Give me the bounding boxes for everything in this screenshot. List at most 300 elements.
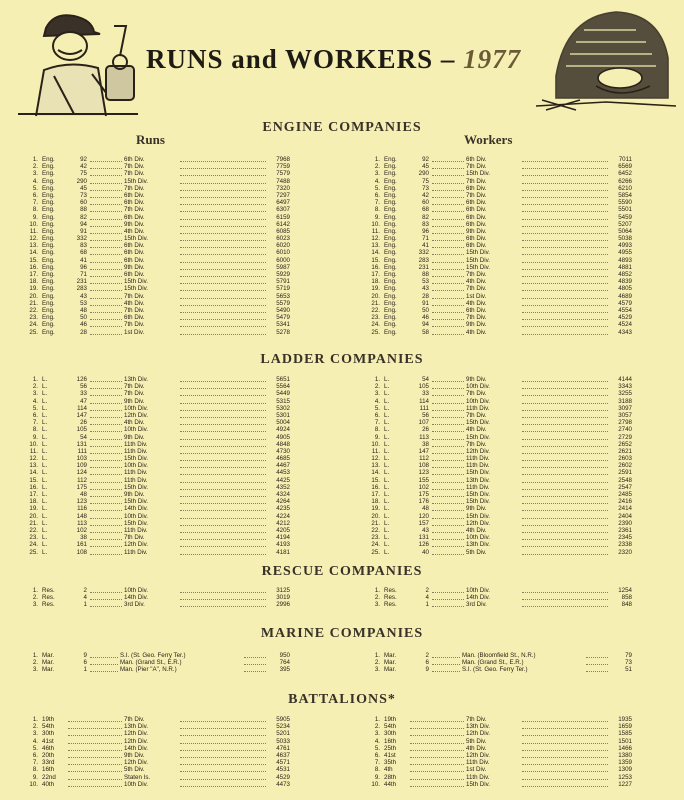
cell-number: 53 (422, 278, 429, 286)
cell-number: 50 (422, 306, 429, 314)
cell-number: 111 (419, 404, 429, 412)
cell-number: 47 (80, 397, 87, 405)
cell-division: 4th Div. (466, 328, 487, 336)
cell-number: 33 (80, 390, 87, 398)
cell-division: 4th Div. (466, 526, 487, 534)
dot-leader (90, 419, 122, 425)
cell-division: 12th Div. (466, 447, 490, 455)
dot-leader (432, 206, 464, 212)
cell-value: 4637 (276, 751, 290, 759)
dot-leader (90, 264, 122, 270)
dot-leader (68, 738, 122, 744)
cell-unit: L. (384, 419, 390, 427)
cell-division: 7th Div. (466, 411, 487, 419)
cell-value: 4579 (618, 299, 632, 307)
dot-leader (432, 601, 464, 607)
cell-unit: Eng. (42, 321, 55, 329)
cell-value: 2338 (618, 541, 632, 549)
cell-division: 6th Div. (124, 156, 145, 163)
dot-leader (90, 293, 122, 299)
cell-rank: 2. (32, 659, 38, 667)
cell-division: 15th Div. (466, 249, 490, 257)
cell-value: 5905 (276, 716, 290, 723)
cell-unit: L. (384, 476, 390, 484)
cell-value: 4571 (276, 759, 290, 767)
cell-value: 5854 (618, 191, 632, 199)
cell-division: 6th Div. (466, 184, 487, 192)
cell-number: 2 (83, 587, 87, 594)
dot-leader (68, 723, 122, 729)
cell-value: 5651 (276, 376, 290, 383)
dot-leader (432, 469, 464, 475)
firefighter-illustration-left (14, 6, 144, 118)
cell-number: 231 (76, 278, 87, 286)
dot-leader (180, 285, 266, 291)
cell-value: 5579 (276, 299, 290, 307)
dot-leader (68, 759, 122, 765)
cell-rank: 2. (32, 594, 38, 602)
cell-value: 4805 (618, 285, 632, 293)
dot-leader (90, 587, 122, 593)
cell-division: 6th Div. (124, 314, 145, 322)
dot-leader (68, 716, 122, 722)
dot-leader (90, 491, 122, 497)
dot-leader (180, 264, 266, 270)
cell-unit: Eng. (42, 199, 55, 207)
cell-number: 103 (76, 455, 87, 463)
dot-leader (180, 156, 266, 162)
cell-division: 6th Div. (466, 213, 487, 221)
cell-rank: 10. (371, 440, 380, 448)
cell-number: 54 (80, 433, 87, 441)
dot-leader (432, 307, 464, 313)
dot-leader (522, 285, 608, 291)
cell-number: 45 (80, 184, 87, 192)
cell-rank: 4. (32, 177, 38, 185)
cell-number: 147 (76, 411, 87, 419)
cell-value: 2361 (618, 526, 632, 534)
cell-rank: 5. (374, 404, 380, 412)
cell-division: 11th Div. (124, 548, 148, 556)
dot-leader (522, 178, 608, 184)
dot-leader (432, 491, 464, 497)
cell-rank: 8. (374, 206, 380, 214)
cell-division: 13th Div. (124, 376, 148, 383)
dot-leader (522, 745, 608, 751)
cell-value: 5719 (276, 285, 290, 293)
dot-leader (522, 419, 608, 425)
cell-division: 11th Div. (124, 526, 148, 534)
cell-unit: L. (384, 505, 390, 513)
dot-leader (522, 156, 608, 162)
cell-number: 68 (422, 206, 429, 214)
dot-leader (522, 163, 608, 169)
cell-rank: 9. (32, 213, 38, 221)
dot-leader (522, 214, 608, 220)
cell-value: 5653 (276, 292, 290, 300)
cell-rank: 2. (374, 163, 380, 171)
dot-leader (90, 477, 122, 483)
dot-leader (522, 541, 608, 547)
cell-rank: 1. (374, 587, 380, 594)
cell-rank: 5. (32, 744, 38, 752)
cell-rank: 7. (32, 199, 38, 207)
cell-value: 4473 (276, 780, 290, 788)
cell-rank: 5. (32, 184, 38, 192)
dot-leader (244, 659, 266, 665)
dot-leader (244, 652, 266, 658)
cell-division: 11th Div. (124, 447, 148, 455)
dot-leader (180, 376, 266, 382)
dot-leader (90, 285, 122, 291)
cell-unit: 46th (42, 744, 55, 752)
section-title-marine: MARINE COMPANIES (260, 626, 424, 641)
cell-division: 7th Div. (466, 191, 487, 199)
dot-leader (180, 477, 266, 483)
cell-number: 157 (418, 519, 429, 527)
cell-unit: 16th (42, 766, 55, 774)
dot-leader (522, 441, 608, 447)
dot-leader (432, 199, 464, 205)
dot-leader (522, 477, 608, 483)
cell-number: 175 (418, 491, 429, 498)
dot-leader (90, 242, 122, 248)
cell-rank: 13. (371, 462, 380, 470)
dot-leader (90, 376, 122, 382)
cell-value: 4212 (276, 519, 290, 527)
cell-value: 1585 (618, 730, 632, 738)
cell-rank: 13. (29, 242, 38, 250)
dot-leader (90, 534, 122, 540)
cell-division: 4th Div. (124, 227, 145, 235)
cell-number: 73 (80, 191, 87, 199)
cell-unit: Eng. (42, 227, 55, 235)
cell-rank: 14. (371, 249, 380, 257)
dot-leader (68, 752, 122, 758)
cell-value: 5038 (618, 235, 632, 243)
dot-leader (180, 185, 266, 191)
dot-leader (180, 257, 266, 263)
cell-division: 12th Div. (466, 751, 490, 759)
workers-illustration-right (536, 6, 676, 118)
cell-number: 38 (80, 534, 87, 542)
dot-leader (180, 549, 266, 555)
cell-unit: L. (42, 483, 48, 491)
cell-rank: 25. (29, 548, 38, 556)
cell-rank: 13. (371, 242, 380, 250)
cell-unit: L. (42, 498, 48, 506)
cell-division: 9th Div. (124, 220, 145, 228)
cell-division: 7th Div. (466, 314, 487, 322)
dot-leader (180, 601, 266, 607)
cell-division: 10th Div. (124, 426, 148, 434)
dot-leader (432, 390, 464, 396)
dot-leader (522, 264, 608, 270)
cell-rank: 1. (374, 716, 380, 723)
cell-number: 126 (76, 376, 87, 383)
cell-unit: L. (42, 519, 48, 527)
cell-rank: 1. (32, 652, 38, 659)
cell-division: 10th Div. (124, 512, 148, 520)
dot-leader (522, 390, 608, 396)
cell-value: 4193 (276, 541, 290, 549)
cell-number: 28 (80, 328, 87, 336)
cell-division: 9th Div. (124, 751, 145, 759)
dot-leader (90, 405, 122, 411)
cell-rank: 16. (29, 483, 38, 491)
dot-leader (522, 491, 608, 497)
cell-rank: 14. (29, 249, 38, 257)
dot-leader (432, 271, 464, 277)
dot-leader (432, 534, 464, 540)
dot-leader (180, 781, 266, 787)
cell-value: 7297 (276, 191, 290, 199)
cell-rank: 11. (371, 447, 380, 455)
cell-number: 112 (419, 455, 429, 463)
cell-unit: Mar. (384, 659, 397, 667)
cell-number: 9 (83, 652, 87, 659)
cell-rank: 17. (29, 491, 38, 498)
cell-unit: Eng. (42, 170, 55, 178)
dot-leader (180, 329, 266, 335)
dot-leader (90, 257, 122, 263)
cell-value: 4264 (276, 498, 290, 506)
cell-number: 105 (76, 426, 87, 434)
cell-rank: 6. (374, 751, 380, 759)
cell-number: 33 (422, 390, 429, 398)
dot-leader (432, 329, 464, 335)
cell-unit: L. (42, 476, 48, 484)
dot-leader (90, 520, 122, 526)
cell-value: 5064 (618, 227, 632, 235)
dot-leader (180, 434, 266, 440)
cell-division: 5th Div. (124, 766, 145, 774)
cell-value: 7968 (276, 156, 290, 163)
cell-value: 2602 (618, 462, 632, 470)
cell-number: 126 (418, 541, 429, 549)
cell-number: 161 (76, 541, 87, 549)
cell-unit: Eng. (42, 156, 55, 163)
cell-value: 4529 (618, 314, 632, 322)
cell-number: 75 (80, 170, 87, 178)
dot-leader (432, 264, 464, 270)
cell-number: 4 (425, 594, 429, 602)
cell-value: 2414 (618, 505, 632, 513)
cell-value: 5341 (276, 321, 290, 329)
cell-unit: 41st (384, 751, 396, 759)
title-main: RUNS and WORKERS (146, 44, 434, 74)
cell-division: Man. (Bloomfield St., N.R.) (462, 652, 536, 659)
cell-number: 96 (80, 263, 87, 271)
cell-value: 2621 (618, 447, 632, 455)
cell-value: 4993 (618, 242, 632, 250)
cell-value: 4685 (276, 455, 290, 463)
header (0, 0, 684, 118)
dot-leader (90, 214, 122, 220)
cell-rank: 21. (29, 299, 38, 307)
cell-rank: 24. (371, 321, 380, 329)
cell-value: 6085 (276, 227, 290, 235)
dot-leader (522, 759, 608, 765)
title-year: 1977 (463, 44, 522, 74)
cell-rank: 11. (371, 227, 380, 235)
dot-leader (522, 257, 608, 263)
cell-value: 7759 (276, 163, 290, 171)
cell-rank: 18. (371, 498, 380, 506)
dot-leader (180, 505, 266, 511)
dot-leader (432, 455, 464, 461)
cell-division: 6th Div. (466, 199, 487, 207)
cell-division: 7th Div. (124, 534, 145, 542)
cell-value: 4924 (276, 426, 290, 434)
cell-division: 7th Div. (466, 177, 487, 185)
cell-rank: 23. (371, 314, 380, 322)
dot-leader (432, 278, 464, 284)
cell-rank: 15. (371, 256, 380, 264)
dot-leader (180, 178, 266, 184)
title-dash: – (440, 44, 464, 74)
dot-leader (180, 587, 266, 593)
cell-unit: L. (42, 447, 48, 455)
cell-unit: Eng. (384, 206, 397, 214)
cell-rank: 10. (371, 220, 380, 228)
cell-unit: 22nd (42, 773, 56, 781)
cell-division: Man. (Pier "A", N.R.) (120, 666, 177, 674)
dot-leader (522, 398, 608, 404)
dot-leader (522, 376, 608, 382)
cell-unit: Res. (42, 587, 55, 594)
dot-leader (522, 242, 608, 248)
cell-rank: 10. (29, 220, 38, 228)
cell-division: 9th Div. (124, 491, 145, 498)
cell-division: 7th Div. (466, 716, 487, 723)
cell-value: 4235 (276, 505, 290, 513)
cell-value: 4881 (618, 263, 632, 271)
cell-division: 6th Div. (466, 156, 487, 163)
cell-rank: 22. (371, 306, 380, 314)
cell-unit: Res. (384, 601, 397, 609)
cell-rank: 11. (29, 227, 38, 235)
cell-unit: Eng. (384, 156, 397, 163)
dot-leader (90, 271, 122, 277)
cell-rank: 2. (32, 383, 38, 391)
cell-division: 9th Div. (124, 397, 145, 405)
cell-division: 6th Div. (124, 271, 145, 278)
cell-unit: Eng. (42, 206, 55, 214)
cell-value: 5278 (276, 328, 290, 336)
cell-unit: L. (384, 426, 390, 434)
dot-leader (68, 745, 122, 751)
dot-leader (432, 441, 464, 447)
dot-leader (180, 723, 266, 729)
cell-unit: L. (384, 526, 390, 534)
cell-rank: 3. (374, 730, 380, 738)
dot-leader (432, 383, 464, 389)
dot-leader (90, 314, 122, 320)
cell-unit: L. (42, 376, 48, 383)
cell-unit: Eng. (384, 191, 397, 199)
cell-value: 2798 (618, 419, 632, 427)
cell-number: 175 (76, 483, 87, 491)
cell-unit: 40th (42, 780, 55, 788)
dot-leader (432, 257, 464, 263)
cell-rank: 7. (32, 759, 38, 767)
cell-value: 4144 (618, 376, 632, 383)
cell-unit: Mar. (42, 652, 55, 659)
cell-number: 105 (418, 383, 429, 391)
cell-unit: Eng. (42, 306, 55, 314)
cell-division: 13th Div. (466, 476, 490, 484)
cell-value: 3097 (618, 404, 632, 412)
dot-leader (90, 178, 122, 184)
cell-rank: 22. (371, 526, 380, 534)
cell-rank: 3. (32, 170, 38, 178)
cell-division: 9th Div. (124, 263, 145, 271)
cell-value: 6142 (276, 220, 290, 228)
cell-unit: Eng. (384, 199, 397, 207)
dot-leader (180, 513, 266, 519)
dot-leader (432, 314, 464, 320)
cell-division: 6th Div. (124, 199, 145, 207)
cell-number: 332 (418, 249, 429, 257)
dot-leader (90, 221, 122, 227)
dot-leader (90, 594, 122, 600)
cell-number: 56 (80, 383, 87, 391)
cell-unit: Eng. (384, 227, 397, 235)
cell-rank: 6. (32, 411, 38, 419)
dot-leader (90, 549, 122, 555)
cell-rank: 24. (29, 541, 38, 549)
cell-unit: Eng. (384, 220, 397, 228)
dot-leader (432, 214, 464, 220)
cell-unit: 19th (42, 716, 55, 723)
cell-value: 4531 (276, 766, 290, 774)
cell-rank: 3. (374, 666, 380, 674)
cell-number: 131 (418, 534, 429, 542)
cell-rank: 6. (32, 191, 38, 199)
cell-rank: 18. (29, 278, 38, 286)
cell-unit: Mar. (42, 666, 55, 674)
dot-leader (432, 448, 464, 454)
cell-value: 5004 (276, 419, 290, 427)
dot-leader (522, 527, 608, 533)
cell-value: 4839 (618, 278, 632, 286)
cell-division: 15th Div. (466, 780, 490, 788)
cell-rank: 12. (371, 235, 380, 243)
cell-number: 4 (83, 594, 87, 602)
dot-leader (180, 527, 266, 533)
cell-rank: 5. (374, 184, 380, 192)
cell-number: 114 (77, 404, 87, 412)
dot-leader (90, 329, 122, 335)
cell-division: 15th Div. (466, 263, 490, 271)
cell-division: 6th Div. (466, 220, 487, 228)
cell-unit: L. (384, 491, 390, 498)
cell-unit: Eng. (42, 213, 55, 221)
cell-number: 60 (422, 199, 429, 207)
cell-division: 11th Div. (466, 455, 490, 463)
cell-rank: 16. (29, 263, 38, 271)
cell-unit: L. (384, 397, 390, 405)
cell-division: 10th Div. (466, 397, 490, 405)
dot-leader (522, 249, 608, 255)
cell-value: 5234 (276, 723, 290, 731)
cell-division: 14th Div. (124, 594, 148, 602)
dot-leader (432, 477, 464, 483)
dot-leader (180, 469, 266, 475)
cell-division: 7th Div. (124, 390, 145, 398)
dot-leader (410, 759, 464, 765)
